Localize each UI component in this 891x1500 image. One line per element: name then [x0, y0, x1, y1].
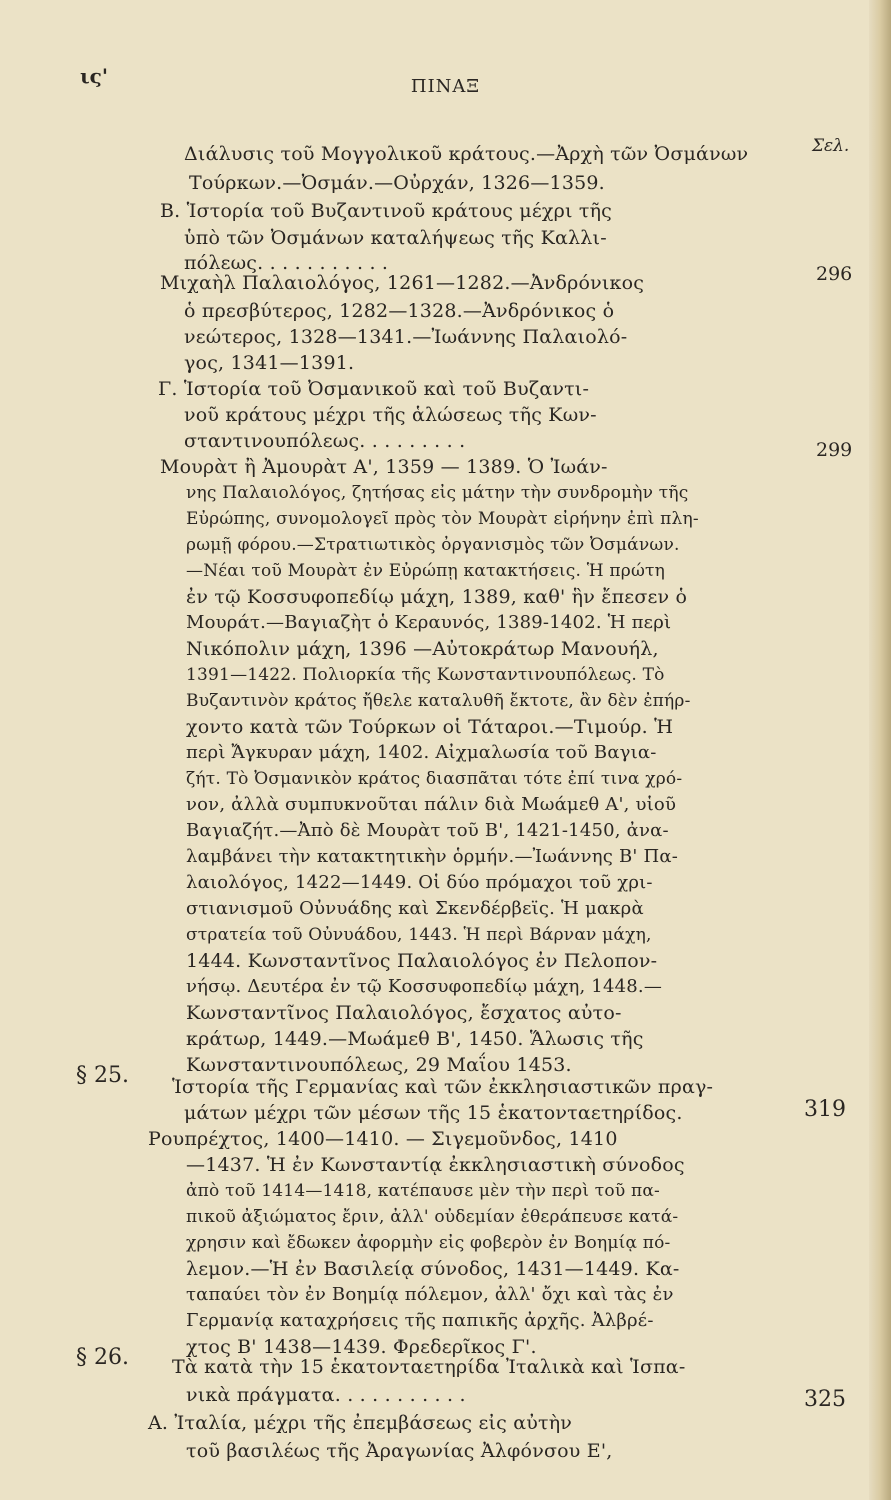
toc-line: λαμβάνει τὴν κατακτητικὴν ὁρμήν.—Ἰωάννης Β' Πα-: [186, 846, 678, 867]
toc-line: χρησιν καὶ ἔδωκεν ἀφορμὴν εἰς φοβερὸν ἐν Βοημίᾳ πό-: [186, 1233, 671, 1253]
toc-line: Ρουπρέχτος, 1400—1410. — Σιγεμοῦνδος, 1410: [148, 1128, 618, 1150]
toc-line: πικοῦ ἀξιώματος ἔριν, ἀλλ' οὐδεμίαν ἐθεράπευσε κατά-: [186, 1207, 679, 1227]
toc-line: Τούρκων.—Ὀσμάν.—Οὐρχάν, 1326—1359.: [189, 172, 605, 194]
section-marker: § 26.: [76, 1345, 129, 1370]
toc-line: Τὰ κατὰ τὴν 15 ἑκατονταετηρίδα Ἰταλικὰ καὶ Ἱσπα-: [172, 1356, 686, 1378]
toc-line: νεώτερος, 1328—1341.—Ἰωάννης Παλαιολό-: [184, 326, 628, 348]
toc-line: ρωμῇ φόρου.—Στρατιωτικὸς ὀργανισμὸς τῶν Ὀσμάνων.: [186, 535, 680, 555]
toc-line: στρατεία τοῦ Οὐνυάδου, 1443. Ἡ περὶ Βάρναν μάχη,: [186, 925, 652, 945]
page-column-label: Σελ.: [812, 136, 850, 156]
page-title: ΠΙΝΑΞ: [410, 76, 481, 97]
toc-line: Γερμανίᾳ καταχρήσεις τῆς παπικῆς ἀρχῆς. Ἀλβρέ-: [186, 1310, 654, 1331]
toc-line: πόλεως. . . . . . . . . . .: [184, 252, 389, 274]
toc-line: περὶ Ἄγκυραν μάχη, 1402. Αἰχμαλωσία τοῦ Βαγια-: [186, 742, 657, 763]
toc-line: κράτωρ, 1449.—Μωάμεθ Β', 1450. Ἅλωσις τῆς: [186, 1028, 644, 1050]
toc-line: χοντο κατὰ τῶν Τούρκων οἱ Τάταροι.—Τιμούρ. Ἡ: [186, 716, 674, 738]
folio-number: ις': [80, 64, 108, 88]
toc-line: 1444. Κωνσταντῖνος Παλαιολόγος ἐν Πελοπον-: [186, 950, 658, 972]
toc-line: Νικόπολιν μάχη, 1396 —Αὐτοκράτωρ Μανουήλ,: [186, 638, 659, 660]
toc-line: Μουράτ.—Βαγιαζὴτ ὁ Κεραυνός, 1389-1402. Ἡ περὶ: [186, 612, 672, 633]
toc-line: νον, ἀλλὰ συμπυκνοῦται πάλιν διὰ Μωάμεθ Α', υἱοῦ: [186, 794, 677, 815]
toc-line: Βυζαντινὸν κράτος ἤθελε καταλυθῆ ἔκτοτε, ἂν δὲν ἐπήρ-: [186, 691, 691, 711]
toc-line: ἐν τῷ Κοσσυφοπεδίῳ μάχη, 1389, καθ' ἣν ἔπεσεν ὁ: [186, 586, 688, 608]
toc-line: Κωνσταντινουπόλεως, 29 Μαΐου 1453.: [186, 1054, 572, 1076]
toc-line: νης Παλαιολόγος, ζητήσας εἰς μάτην τὴν συνδρομὴν τῆς: [186, 483, 689, 503]
page-number: 325: [804, 1387, 846, 1412]
book-spine-shadow: [869, 0, 891, 1500]
toc-line: ζήτ. Τὸ Ὀσμανικὸν κράτος διασπᾶται τότε ἐπί τινα χρό-: [186, 769, 683, 789]
toc-line: Α. Ἰταλία, μέχρι τῆς ἐπεμβάσεως εἰς αὐτὴν: [148, 1412, 573, 1434]
toc-line: ὑπὸ τῶν Ὀσμάνων καταλήψεως τῆς Καλλι-: [184, 227, 607, 249]
toc-line: Κωνσταντῖνος Παλαιολόγος, ἔσχατος αὐτο-: [186, 1002, 622, 1024]
toc-line: —1437. Ἡ ἐν Κωνσταντίᾳ ἐκκλησιαστικὴ σύνοδος: [186, 1154, 685, 1176]
toc-line: ὁ πρεσβύτερος, 1282—1328.—Ἀνδρόνικος ὁ: [184, 300, 615, 322]
toc-line: νοῦ κράτους μέχρι τῆς ἁλώσεως τῆς Κων-: [184, 404, 597, 426]
toc-line: γος, 1341—1391.: [184, 352, 355, 374]
toc-line: Μιχαὴλ Παλαιολόγος, 1261—1282.—Ἀνδρόνικος: [160, 272, 645, 294]
toc-line: τοῦ βασιλέως τῆς Ἀραγωνίας Ἀλφόνσου Ε',: [186, 1440, 613, 1462]
toc-line: Β. Ἱστορία τοῦ Βυζαντινοῦ κράτους μέχρι τῆς: [160, 200, 613, 222]
toc-line: Διάλυσις τοῦ Μογγολικοῦ κράτους.—Ἀρχὴ τῶν Ὀσμάνων: [184, 143, 749, 165]
page-number: 296: [816, 263, 853, 285]
toc-line: Μουρὰτ ἢ Ἀμουρὰτ Α', 1359 — 1389. Ὁ Ἰωάν-: [160, 456, 608, 478]
toc-line: χτος Β' 1438—1439. Φρεδερῖκος Γ'.: [186, 1336, 537, 1358]
toc-line: ἀπὸ τοῦ 1414—1418, κατέπαυσε μὲν τὴν περὶ τοῦ πα-: [186, 1181, 660, 1201]
toc-line: μάτων μέχρι τῶν μέσων τῆς 15 ἑκατονταετηρίδος.: [184, 1102, 683, 1124]
toc-line: νικὰ πράγματα. . . . . . . . . . .: [186, 1384, 466, 1406]
page-number: 319: [804, 1097, 846, 1122]
toc-line: Γ. Ἱστορία τοῦ Ὀσμανικοῦ καὶ τοῦ Βυζαντι-: [158, 378, 590, 400]
section-marker: § 25.: [76, 1063, 129, 1088]
toc-line: ταπαύει τὸν ἐν Βοημίᾳ πόλεμον, ἀλλ' ὄχι καὶ τὰς ἐν: [186, 1284, 674, 1305]
toc-line: στιανισμοῦ Οὐνυάδης καὶ Σκενδέρβεϊς. Ἡ μακρὰ: [186, 898, 644, 919]
toc-line: 1391—1422. Πολιορκία τῆς Κωνσταντινουπόλεως. Τὸ: [186, 665, 665, 685]
toc-line: λεμον.—Ἡ ἐν Βασιλείᾳ σύνοδος, 1431—1449. Κα-: [186, 1258, 680, 1280]
page-number: 299: [816, 439, 853, 461]
toc-line: Ἱστορία τῆς Γερμανίας καὶ τῶν ἐκκλησιαστικῶν πραγ-: [172, 1076, 714, 1098]
toc-line: Εὐρώπης, συνομολογεῖ πρὸς τὸν Μουρὰτ εἰρήνην ἐπὶ πλη-: [186, 509, 699, 529]
toc-line: λαιολόγος, 1422—1449. Οἱ δύο πρόμαχοι τοῦ χρι-: [186, 872, 653, 893]
toc-line: —Νέαι τοῦ Μουρὰτ ἐν Εὐρώπῃ κατακτήσεις. Ἡ πρώτη: [186, 561, 665, 581]
toc-line: Βαγιαζήτ.—Ἀπὸ δὲ Μουρὰτ τοῦ Β', 1421-1450, ἀνα-: [186, 820, 669, 841]
toc-line: σταντινουπόλεως. . . . . . . . .: [184, 430, 466, 452]
toc-line: νήσῳ. Δευτέρα ἐν τῷ Κοσσυφοπεδίῳ μάχη, 1448.—: [186, 976, 663, 997]
